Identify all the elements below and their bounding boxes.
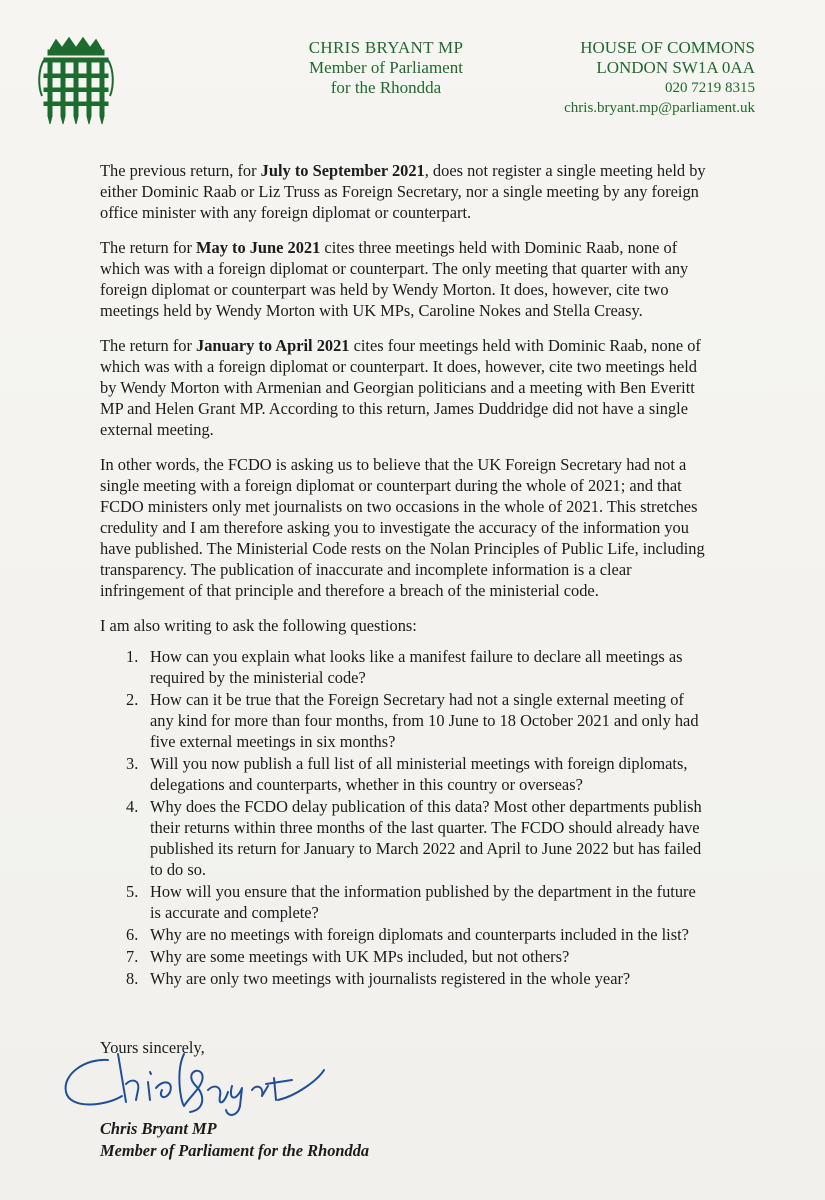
list-item: [100, 881, 710, 923]
signature-image: [56, 1040, 346, 1120]
signer-name: Chris Bryant MP: [100, 1119, 217, 1138]
letter-body: [100, 160, 710, 990]
paragraph-text: The return for: [100, 238, 197, 257]
mp-constituency: for the Rhondda: [330, 78, 442, 97]
list-number: 7.: [126, 947, 139, 966]
city-postcode: LONDON SW1A 0AA: [596, 58, 755, 77]
paragraph-text: In other words, the FCDO is asking us to believe that the UK Foreign Secretary had not a single meeting with a foreign diplomat or counterpart during the whole of 2021; and that FCDO ministers only met journalists on two occasions in the whole of 2021. This stretches credulity and I am therefore asking you to investigate the accuracy of the information you have published. The Ministerial Code rests on the Nolan Principles of Public Life, including transparency. The publication of inaccurate and incomplete information is a clear infringement of that principle and therefore a breach of the ministerial code.: [100, 455, 705, 600]
paragraph-bold-period: May to June 2021: [196, 238, 321, 257]
paragraph-bold-period: July to September 2021: [260, 161, 425, 180]
question-text: Why are only two meetings with journalists registered in the whole year?: [150, 969, 631, 988]
question-text: How can you explain what looks like a manifest failure to declare all meetings as required by the ministerial code?: [150, 647, 683, 687]
list-number: 3.: [126, 754, 139, 773]
list-number: 4.: [126, 797, 139, 816]
question-text: Why does the FCDO delay publication of this data? Most other departments publish their returns within three months of the last quarter. The FCDO should already have published its return for January to March 2022 and April to June 2022 but has failed to do so.: [150, 797, 702, 879]
paragraph-text: The previous return, for: [100, 161, 261, 180]
questions-intro: I am also writing to ask the following questions:: [100, 616, 417, 635]
paragraph-in-other-words: [100, 454, 710, 601]
paragraph-may-june: [100, 237, 710, 321]
house-name: HOUSE OF COMMONS: [580, 38, 755, 57]
question-text: How will you ensure that the information published by the department in the future is accurate and complete?: [150, 882, 696, 922]
signer-title: Member of Parliament for the Rhondda: [100, 1141, 370, 1160]
paragraph-july-september: [100, 160, 710, 223]
question-text: Why are no meetings with foreign diplomats and counterparts included in the list?: [150, 925, 689, 944]
question-text: How can it be true that the Foreign Secretary had not a single external meeting of any kind for more than four months, from 10 June to 18 October 2021 and only had five external meetings in six months?: [150, 690, 699, 751]
list-item: [100, 753, 710, 795]
list-number: 1.: [126, 647, 139, 666]
list-number: 2.: [126, 690, 139, 709]
paragraph-text: cites four meetings held with Dominic Raab, none of which was with a foreign diplomat or counterpart. It does, however, cite two meetings held by Wendy Morton with Armenian and Georgian politicians and a meeting with Ben Everitt MP and Helen Grant MP. According to this return, James Duddridge did not have a single external meeting.: [100, 336, 701, 439]
email-address: chris.bryant.mp@parliament.uk: [564, 100, 755, 116]
question-text: Why are some meetings with UK MPs included, but not others?: [150, 947, 570, 966]
paragraph-text: , does not register a single meeting held by either Dominic Raab or Liz Truss as Foreign Secretary, nor a single meeting by any foreign office minister with any foreign diplomat or counterpart.: [100, 161, 706, 222]
phone-number: 020 7219 8315: [665, 80, 755, 96]
portcullis-icon: [36, 36, 116, 128]
list-number: 6.: [126, 925, 139, 944]
list-item: [100, 968, 710, 989]
questions-list: [100, 646, 710, 989]
list-item: [100, 646, 710, 688]
paragraph-text: cites three meetings held with Dominic Raab, none of which was with a foreign diplomat or counterpart. The only meeting that quarter with any foreign diplomat or counterpart was held by Wendy Morton. It does, however, cite two meetings held by Wendy Morton with UK MPs, Caroline Nokes and Stella Creasy.: [100, 238, 689, 320]
paragraph-january-april: [100, 335, 710, 440]
mp-role: Member of Parliament: [309, 58, 463, 77]
list-item: [100, 796, 710, 880]
address-letterhead: [515, 38, 755, 118]
signer-block: [100, 1118, 369, 1162]
closing-salutation: Yours sincerely,: [100, 1038, 205, 1057]
paragraph-text: The return for: [100, 336, 197, 355]
list-item: [100, 946, 710, 967]
list-number: 5.: [126, 882, 139, 901]
mp-name: CHRIS BRYANT MP: [308, 38, 464, 57]
question-text: Will you now publish a full list of all ministerial meetings with foreign diplomats, delegations and counterparts, whether in this country or overseas?: [150, 754, 688, 794]
list-item: [100, 924, 710, 945]
mp-letterhead: [296, 38, 476, 98]
list-item: [100, 689, 710, 752]
paragraph-bold-period: January to April 2021: [196, 336, 350, 355]
list-number: 8.: [126, 969, 139, 988]
